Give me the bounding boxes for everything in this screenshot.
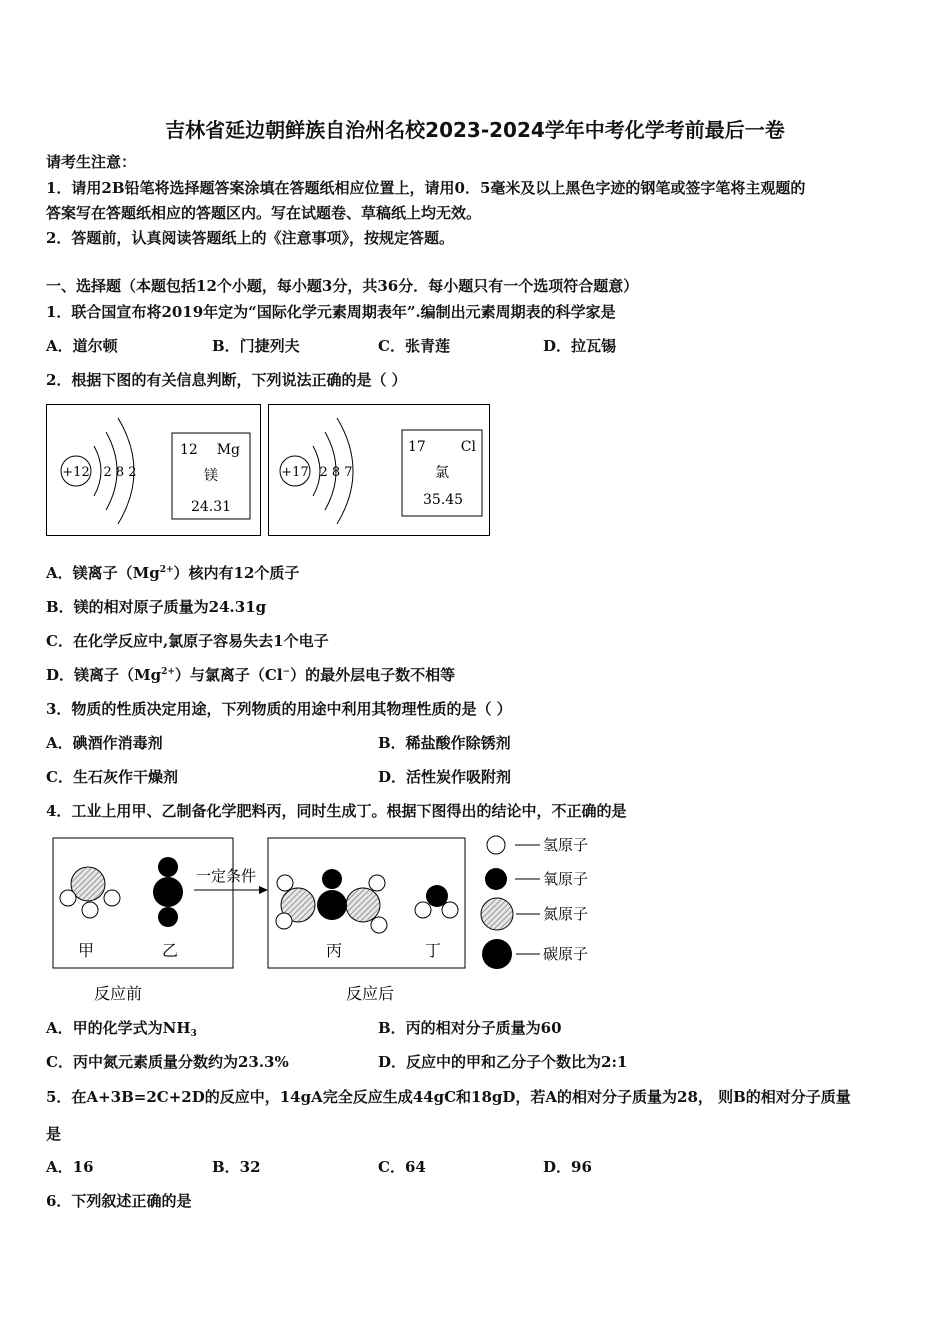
cl-nucleus: +17 [281, 465, 309, 480]
q1-option-b: B．门捷列夫 [212, 337, 300, 355]
q4-reaction-diagram [46, 828, 606, 1008]
q5-option-b: B．32 [212, 1158, 261, 1176]
q1-option-c: C．张青莲 [378, 337, 450, 355]
legend-nitrogen: 氮原子 [543, 905, 589, 923]
cl-symbol: Cl [460, 439, 476, 455]
notice-line-1: 1．请用2B铅笔将选择题答案涂填在答题纸相应位置上，请用0．5毫米及以上黑色字迹的钢笔或签字笔将主观题的 [46, 179, 806, 197]
reactant-jia-label: 甲 [77, 941, 95, 960]
q3-option-a: A．碘酒作消毒剂 [46, 734, 163, 752]
mg-atomic-mass: 24.31 [190, 499, 232, 515]
q5-option-c: C．64 [378, 1158, 426, 1176]
q5-stem-cont: 是 [46, 1125, 62, 1143]
section-heading: 一、选择题（本题包括12个小题，每小题3分，共36分．每小题只有一个选项符合题意） [46, 277, 639, 295]
mg-name: 镁 [204, 468, 218, 484]
q3-option-b: B．稀盐酸作除锈剂 [378, 734, 511, 752]
q2-stem: 2．根据下图的有关信息判断，下列说法正确的是（ ） [46, 371, 407, 389]
mg-electron-shells: 2 8 2 [103, 465, 137, 480]
legend-carbon: 碳原子 [543, 945, 589, 963]
before-label: 反应前 [93, 984, 143, 1003]
q2-option-a: A．镁离子$(Mg^{2+})$核内有12个质子 [46, 564, 300, 582]
q3-stem: 3．物质的性质决定用途，下列物质的用途中利用其物理性质的是（ ） [46, 700, 512, 718]
cl-atomic-mass: 35.45 [422, 492, 464, 508]
q4-option-b: B．丙的相对分子质量为60 [378, 1019, 562, 1037]
product-ding-label: 丁 [424, 941, 442, 960]
notice-heading: 请考生注意： [46, 153, 137, 171]
condition-label: 一定条件 [195, 867, 257, 885]
q4-option-d: D．反应中的甲和乙分子个数比为2:1 [378, 1053, 628, 1071]
q3-option-c: C．生石灰作干燥剂 [46, 768, 178, 786]
q2-option-b: B．镁的相对原子质量为24.31g [46, 598, 267, 616]
q1-option-a: A．道尔顿 [46, 337, 118, 355]
q4-option-a: A．甲的化学式为$NH_3$ [46, 1019, 197, 1039]
cl-name: 氯 [435, 465, 449, 481]
notice-line-1-cont: 答案写在答题纸相应的答题区内。写在试题卷、草稿纸上均无效。 [46, 204, 482, 222]
after-label: 反应后 [345, 984, 395, 1003]
q2-atom-diagram [46, 404, 491, 538]
mg-nucleus: +12 [62, 465, 90, 480]
mg-atomic-number: 12 [180, 442, 198, 458]
q2-option-d: D．镁离子$(Mg^{2+})$与氯离子（Cl−）的最外层电子数不相等 [46, 666, 456, 684]
notice-line-2: 2．答题前，认真阅读答题纸上的《注意事项》，按规定答题。 [46, 229, 454, 247]
q4-stem: 4．工业上用甲、乙制备化学肥料丙，同时生成丁。根据下图得出的结论中，不正确的是 [46, 802, 627, 820]
reactant-yi-label: 乙 [161, 941, 179, 960]
q5-option-d: D．96 [543, 1158, 592, 1176]
mg-symbol: Mg [216, 442, 240, 458]
q1-option-d: D．拉瓦锡 [543, 337, 617, 355]
cl-electron-shells: 2 8 7 [319, 465, 353, 480]
q1-stem: 1．联合国宣布将2019年定为“国际化学元素周期表年”.编制出元素周期表的科学家是 [46, 303, 616, 321]
q3-option-d: D．活性炭作吸附剂 [378, 768, 512, 786]
legend-oxygen: 氧原子 [543, 870, 589, 888]
q4-option-c: C．丙中氮元素质量分数约为23.3% [46, 1053, 289, 1071]
page-title: 吉林省延边朝鲜族自治州名校2023-2024学年中考化学考前最后一卷 [165, 118, 785, 142]
product-bing-label: 丙 [325, 941, 343, 960]
q6-stem: 6．下列叙述正确的是 [46, 1192, 192, 1210]
cl-atomic-number: 17 [408, 439, 426, 455]
legend-hydrogen: 氢原子 [543, 836, 589, 854]
q5-stem: 5．在A+3B=2C+2D的反应中，14gA完全反应生成44gC和18gD，若A的相对分子质量为28， 则B的相对分子质量 [46, 1088, 851, 1106]
q5-option-a: A．16 [46, 1158, 94, 1176]
q2-option-c: C．在化学反应中,氯原子容易失去1个电子 [46, 632, 329, 650]
